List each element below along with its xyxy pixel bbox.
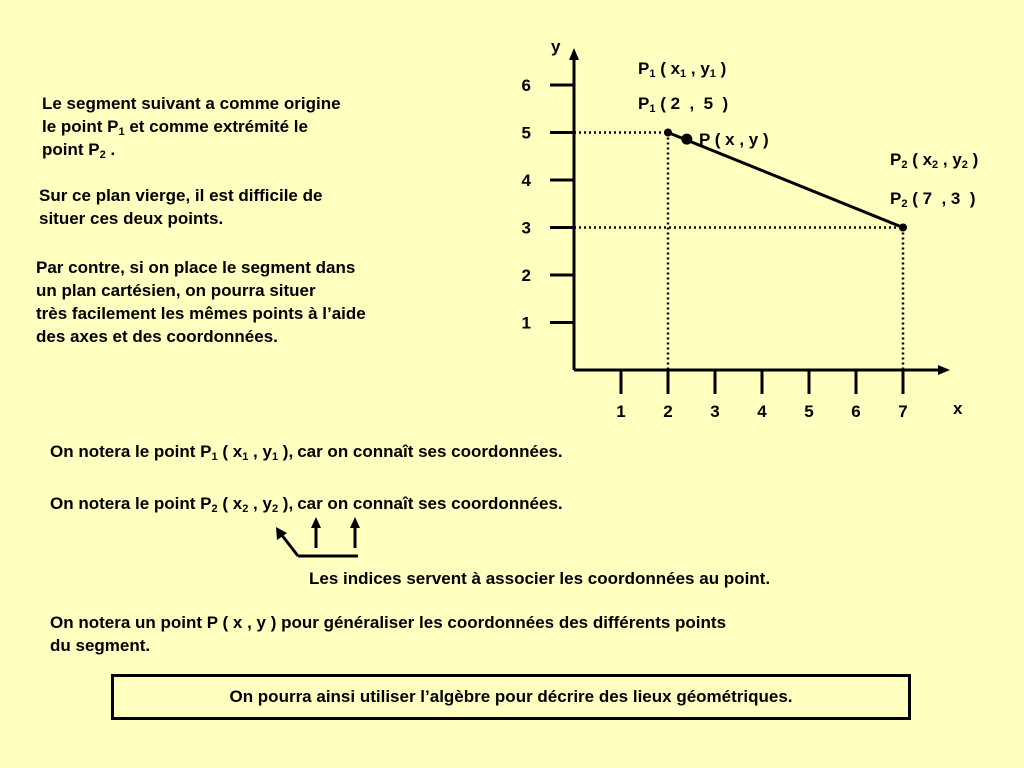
notation-p2-x-sub: 2 <box>242 503 249 515</box>
notation-p2-y-sub: 2 <box>271 503 279 515</box>
blank-plane-line-1: Sur ce plan vierge, il est difficile de <box>39 186 323 205</box>
general-note-line-2: du segment. <box>50 636 151 655</box>
indices-note: Les indices servent à associer les coordonnées au point. <box>309 569 771 588</box>
arrow-y-head-icon <box>350 517 360 528</box>
notation-p1-sub: 1 <box>211 451 218 463</box>
notation-p1-close: ), <box>278 442 294 461</box>
intro-line-3-pre: point P <box>42 140 100 159</box>
p2-close: ) <box>967 150 979 169</box>
y-tick-label-6: 6 <box>521 76 531 95</box>
p2-sub: 2 <box>901 159 908 171</box>
cartesian-line-3: très facilement les mêmes points à l’aide <box>36 304 366 323</box>
y-axis-label: y <box>551 37 561 56</box>
notation-p1-pre: On notera le point P <box>50 442 212 461</box>
p2v-sub: 2 <box>901 198 908 210</box>
x-axis-label: x <box>953 399 963 418</box>
notation-p2-y: , y <box>248 494 272 513</box>
label-p-general: P ( x , y ) <box>699 130 769 149</box>
p1-x-sub: 1 <box>680 68 687 80</box>
p1-y-sub: 1 <box>709 68 716 80</box>
notation-p1-y-sub: 1 <box>271 451 279 463</box>
y-tick-label-1: 1 <box>521 313 531 333</box>
y-tick-label-4: 4 <box>521 171 531 190</box>
p1v-letter: P <box>638 94 650 113</box>
arrow-x-head-icon <box>311 517 321 528</box>
p1-sub: 1 <box>649 68 656 80</box>
notation-p1-post: car on connaît ses coordonnées. <box>297 442 563 461</box>
y-tick-label-2: 2 <box>521 266 531 285</box>
p2-y: , y <box>938 150 962 169</box>
general-note-line-1: On notera un point P ( x , y ) pour généraliser les coordonnées des différents points <box>50 613 727 632</box>
intro-line-2-post: et comme extrémité le <box>124 117 308 136</box>
p2v-letter: P <box>890 189 902 208</box>
p2-x-sub: 2 <box>932 159 939 171</box>
blank-plane-line-2: situer ces deux points. <box>39 209 224 228</box>
y-tick-label-5: 5 <box>521 123 531 143</box>
notation-p2-pre: On notera le point P <box>50 494 212 513</box>
x-tick-label-3: 3 <box>710 402 720 421</box>
cartesian-line-2: un plan cartésien, on pourra situer <box>36 281 316 300</box>
x-tick-label-2: 2 <box>663 402 673 421</box>
p1-y: , y <box>686 59 710 78</box>
p2-x: ( x <box>907 150 933 169</box>
p1v-sub: 1 <box>649 103 656 115</box>
conclusion-box: On pourra ainsi utiliser l’algèbre pour décrire des lieux géométriques. <box>111 674 911 720</box>
p2v-coords: ( 7 , 3 ) <box>907 189 976 208</box>
x-tick-label-5: 5 <box>804 402 814 421</box>
x-tick-label-7: 7 <box>898 402 908 421</box>
notation-p2-sub: 2 <box>211 503 218 515</box>
notation-p1-x-sub: 1 <box>242 451 249 463</box>
intro-line-3-sub: 2 <box>99 149 106 161</box>
p1-close: ) <box>715 59 727 78</box>
notation-p2-post: car on connaît ses coordonnées. <box>297 494 563 513</box>
p1v-coords: ( 2 , 5 ) <box>655 94 729 113</box>
intro-line-2-sub: 1 <box>118 126 125 138</box>
y-tick-label-3: 3 <box>521 218 531 238</box>
x-tick-label-1: 1 <box>616 402 626 421</box>
notation-p1-y: , y <box>248 442 272 461</box>
p1-x: ( x <box>655 59 681 78</box>
general-note <box>50 611 726 657</box>
cartesian-line-1: Par contre, si on place le segment dans <box>36 258 356 277</box>
notation-p2-close: ), <box>278 494 294 513</box>
p2-letter: P <box>890 150 902 169</box>
arrow-diagonal-shaft <box>281 534 298 556</box>
intro-line-1: Le segment suivant a comme origine <box>42 94 341 113</box>
x-tick-label-4: 4 <box>757 402 767 421</box>
intro-line-2-pre: le point P <box>42 117 119 136</box>
notation-p1-x: ( x <box>217 442 243 461</box>
p2-y-sub: 2 <box>961 159 968 171</box>
intro-line-3-post: . <box>105 140 116 159</box>
cartesian-line-4: des axes et des coordonnées. <box>36 327 278 346</box>
p1-letter: P <box>638 59 650 78</box>
notation-p2-x: ( x <box>217 494 243 513</box>
x-tick-label-6: 6 <box>851 402 861 421</box>
